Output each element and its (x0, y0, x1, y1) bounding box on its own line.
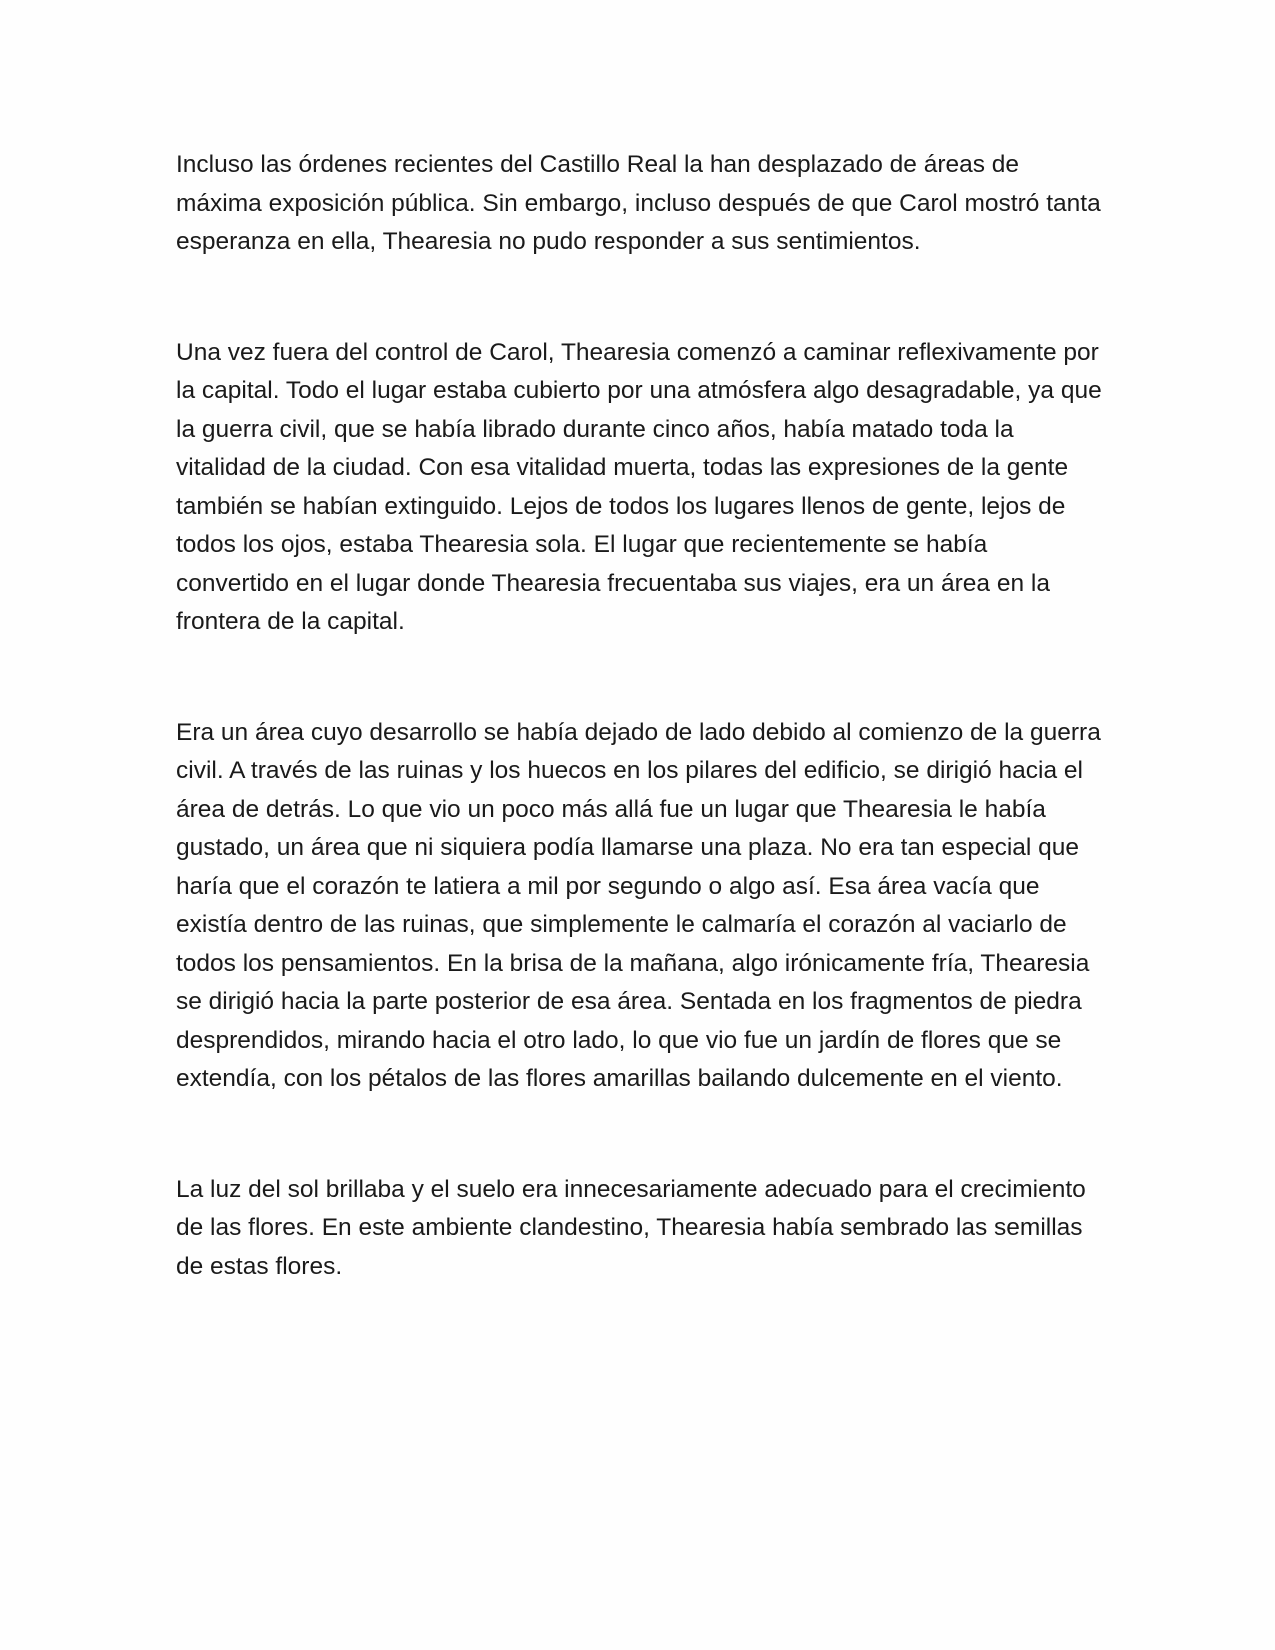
paragraph-1: Incluso las órdenes recientes del Castillo Real la han desplazado de áreas de máxima exposición pública. Sin embargo, incluso después de que Carol mostró tanta esperanza en ella, Thearesia no pudo responder a sus sentimientos. (176, 151, 1101, 255)
document-body (176, 146, 1106, 1286)
paragraph-3: Era un área cuyo desarrollo se había dejado de lado debido al comienzo de la guerra civil. A través de las ruinas y los huecos en los pilares del edificio, se dirigió hacia el área de detrás. Lo que vio un poco más allá fue un lugar que Thearesia le había gustado, un área que ni siquiera podía llamarse una plaza. No era tan especial que haría que el corazón te latiera a mil por segundo o algo así. Esa área vacía que existía dentro de las ruinas, que simplemente le calmaría el corazón al vaciarlo de todos los pensamientos. En la brisa de la mañana, algo irónicamente fría, Thearesia se dirigió hacia la parte posterior de esa área. Sentada en los fragmentos de piedra desprendidos, mirando hacia el otro lado, lo que vio fue un jardín de flores que se extendía, con los pétalos de las flores amarillas bailando dulcemente en el viento. (176, 718, 1101, 1092)
paragraph-4: La luz del sol brillaba y el suelo era innecesariamente adecuado para el crecimiento de las flores. En este ambiente clandestino, Thearesia había sembrado las semillas de estas flores. (176, 1175, 1086, 1280)
paragraph-2: Una vez fuera del control de Carol, Thearesia comenzó a caminar reflexivamente por la capital. Todo el lugar estaba cubierto por una atmósfera algo desagradable, ya que la guerra civil, que se había librado durante cinco años, había matado toda la vitalidad de la ciudad. Con esa vitalidad muerta, todas las expresiones de la gente también se habían extinguido. Lejos de todos los lugares llenos de gente, lejos de todos los ojos, estaba Thearesia sola. El lugar que recientemente se había convertido en el lugar donde Thearesia frecuentaba sus viajes, era un área en la frontera de la capital. (176, 338, 1102, 635)
